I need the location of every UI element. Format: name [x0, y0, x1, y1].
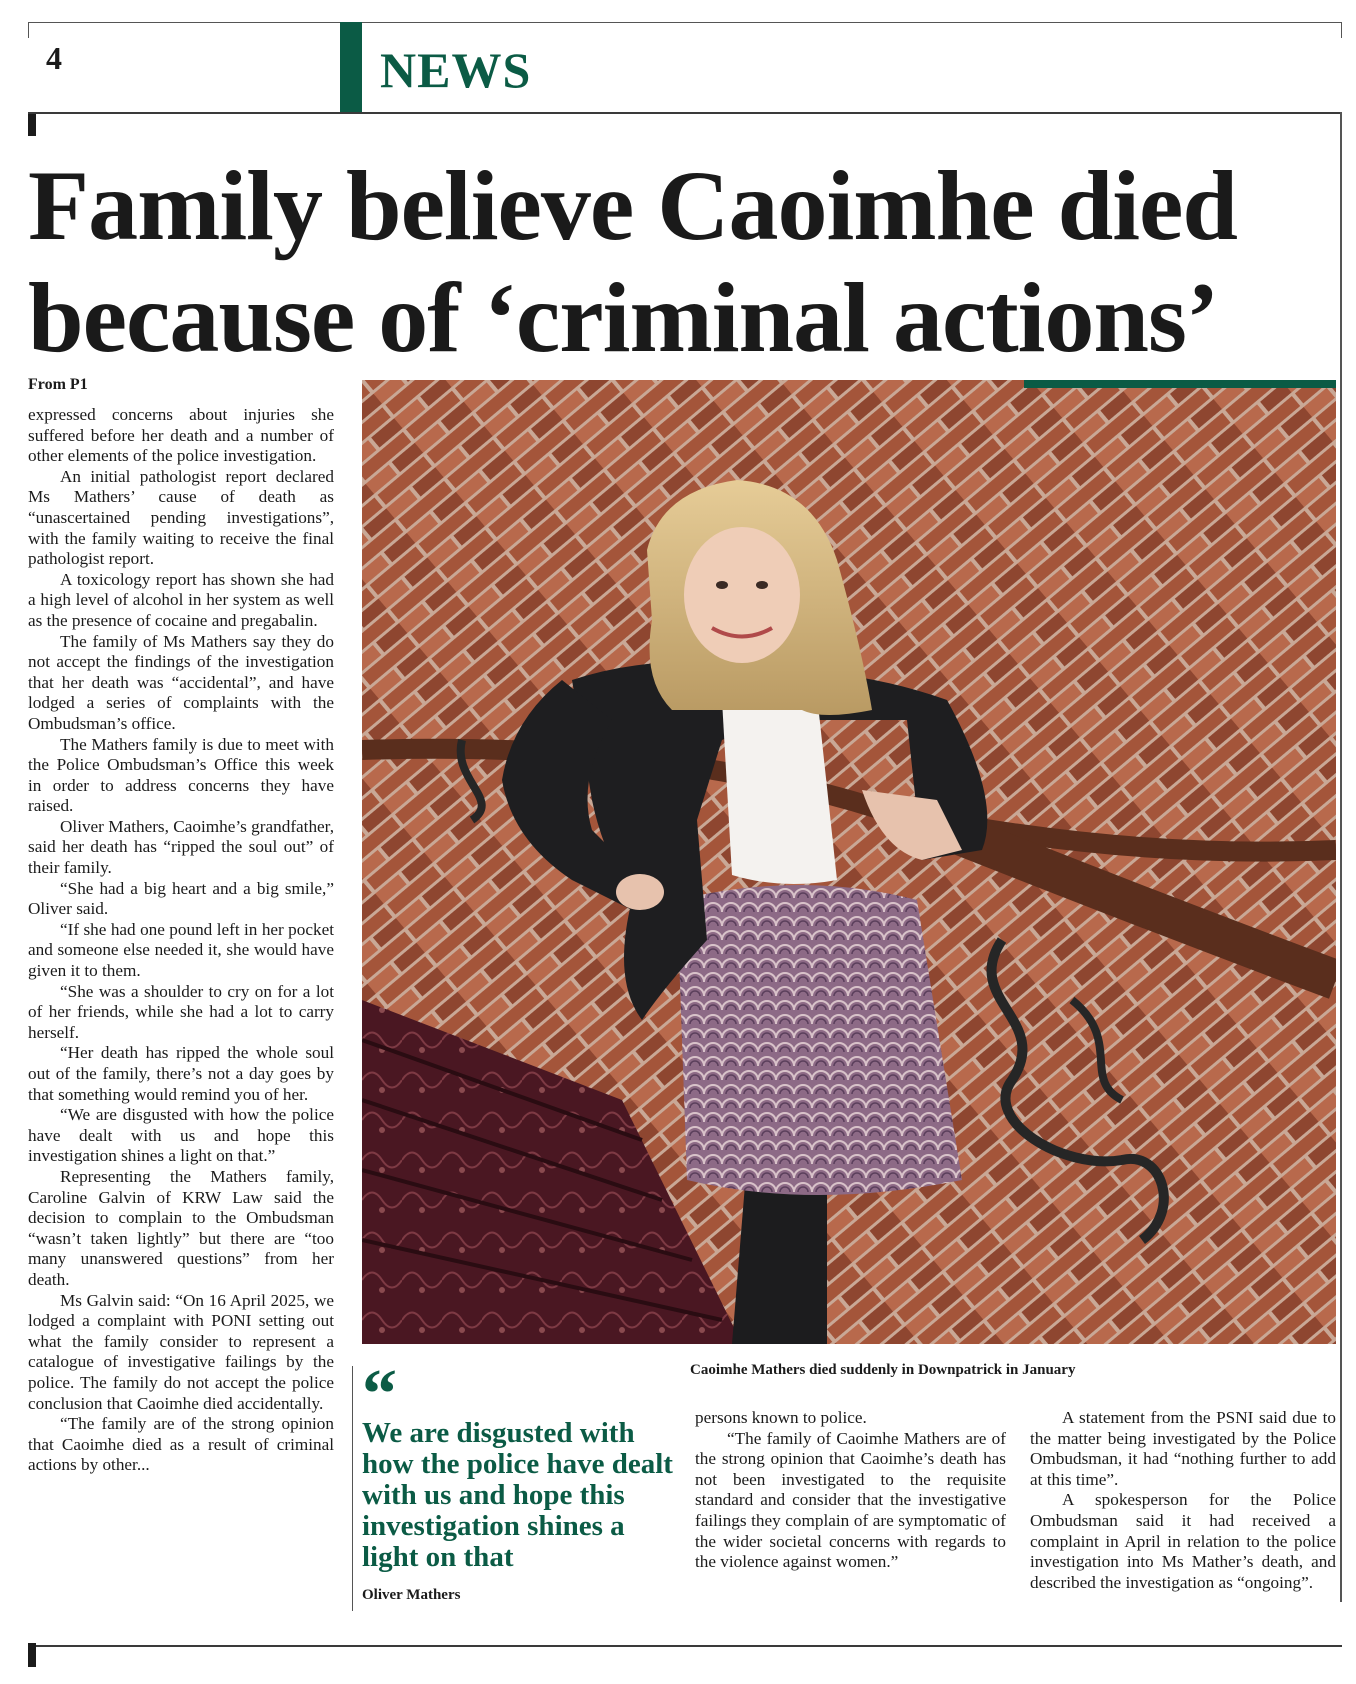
paragraph: “The family of Caoimhe Mathers are of the strong opinion that Caoimhe’s death has not been investigated to the requisite standard and consider that the investigative failings they complain of are symptomatic of the wider societal concerns with regards to the violence against women.”: [695, 1428, 1006, 1572]
paragraph: Ms Galvin said: “On 16 April 2025, we lodged a complaint with PONI setting out what the family consider to represent a catalogue of investigative failings by the police. The family do not accept the police conclusion that Caoimhe died accidentally.: [28, 1290, 334, 1413]
photo-accent-strip: [1024, 380, 1336, 388]
paragraph: expressed concerns about injuries she suffered before her death and a number of other elements of the police investigation.: [28, 405, 334, 466]
footer-rule-marker: [28, 1643, 36, 1667]
headline-line-1: Family believe Caoimhe died: [28, 150, 1237, 261]
paragraph: “We are disgusted with how the police have dealt with us and hope this investigation shines a light on that.”: [28, 1105, 334, 1166]
paragraph: persons known to police.: [695, 1408, 867, 1427]
top-rule-tick-left: [28, 22, 29, 38]
pull-quote: We are disgusted with how the police have dealt with us and hope this investigation shines a light on that: [362, 1417, 673, 1573]
paragraph: Representing the Mathers family, Caroline Galvin of KRW Law said the decision to complain to the Ombudsman “wasn’t taken lightly” but there are “too many unanswered questions” from her death.: [28, 1166, 334, 1289]
photo-illustration: [362, 380, 1336, 1344]
article-column-1: [28, 405, 334, 1605]
header-rule-marker: [28, 114, 36, 136]
footer-rule: [28, 1645, 1342, 1647]
paragraph: “If she had one pound left in her pocket and someone else needed it, she would have given it to them.: [28, 919, 334, 981]
paragraph: The family of Ms Mathers say they do not accept the findings of the investigation that her death was “accidental”, and have lodged a series of complaints with the Ombudsman’s office.: [28, 631, 334, 733]
paragraph: A spokesperson for the Police Ombudsman said it had received a complaint in April in relation to the police investigation into Ms Mather’s death, and described the investigation as “ongoing”.: [1030, 1490, 1336, 1592]
article-column-3: [695, 1408, 1006, 1573]
paragraph: A toxicology report has shown she had a high level of alcohol in her system as well as the presence of cocaine and pregabalin.: [28, 569, 334, 630]
top-rule: [28, 22, 1342, 23]
paragraph: “Her death has ripped the whole soul out of the family, there’s not a day goes by that something would remind you of her.: [28, 1043, 334, 1104]
paragraph: “She was a shoulder to cry on for a lot of her friends, while she had a lot to carry herself.: [28, 981, 334, 1042]
section-color-bar: [340, 22, 362, 114]
paragraph: “The family are of the strong opinion that Caoimhe died as a result of criminal actions by other...: [28, 1414, 334, 1475]
paragraph: Oliver Mathers, Caoimhe’s grandfather, said her death has “ripped the soul out” of their family.: [28, 816, 334, 878]
pull-quote-attribution: Oliver Mathers: [362, 1587, 461, 1603]
section-label: NEWS: [380, 42, 532, 98]
header-rule: [28, 112, 1342, 114]
article-photo: [362, 380, 1336, 1344]
continued-from-label: From P1: [28, 376, 88, 393]
paragraph: The Mathers family is due to meet with the Police Ombudsman’s Office this week in order to address concerns they have raised.: [28, 734, 334, 816]
page-number: 4: [46, 40, 62, 76]
top-rule-tick-right: [1341, 22, 1342, 38]
photo-caption: Caoimhe Mathers died suddenly in Downpatrick in January: [690, 1362, 1076, 1378]
column-divider: [352, 1366, 353, 1611]
paragraph: A statement from the PSNI said due to the matter being investigated by the Police Ombudsman, it had “nothing further to add at this time”.: [1030, 1408, 1336, 1489]
paragraph: “She had a big heart and a big smile,” Oliver said.: [28, 878, 334, 919]
paragraph: An initial pathologist report declared Ms Mathers’ cause of death as “unascertained pending investigations”, with the family waiting to receive the final pathologist report.: [28, 466, 334, 569]
headline-line-2: because of ‘criminal actions’: [28, 262, 1219, 373]
headline: [28, 150, 1348, 374]
article-column-4: [1030, 1408, 1336, 1593]
quote-mark-icon: “: [362, 1356, 397, 1433]
